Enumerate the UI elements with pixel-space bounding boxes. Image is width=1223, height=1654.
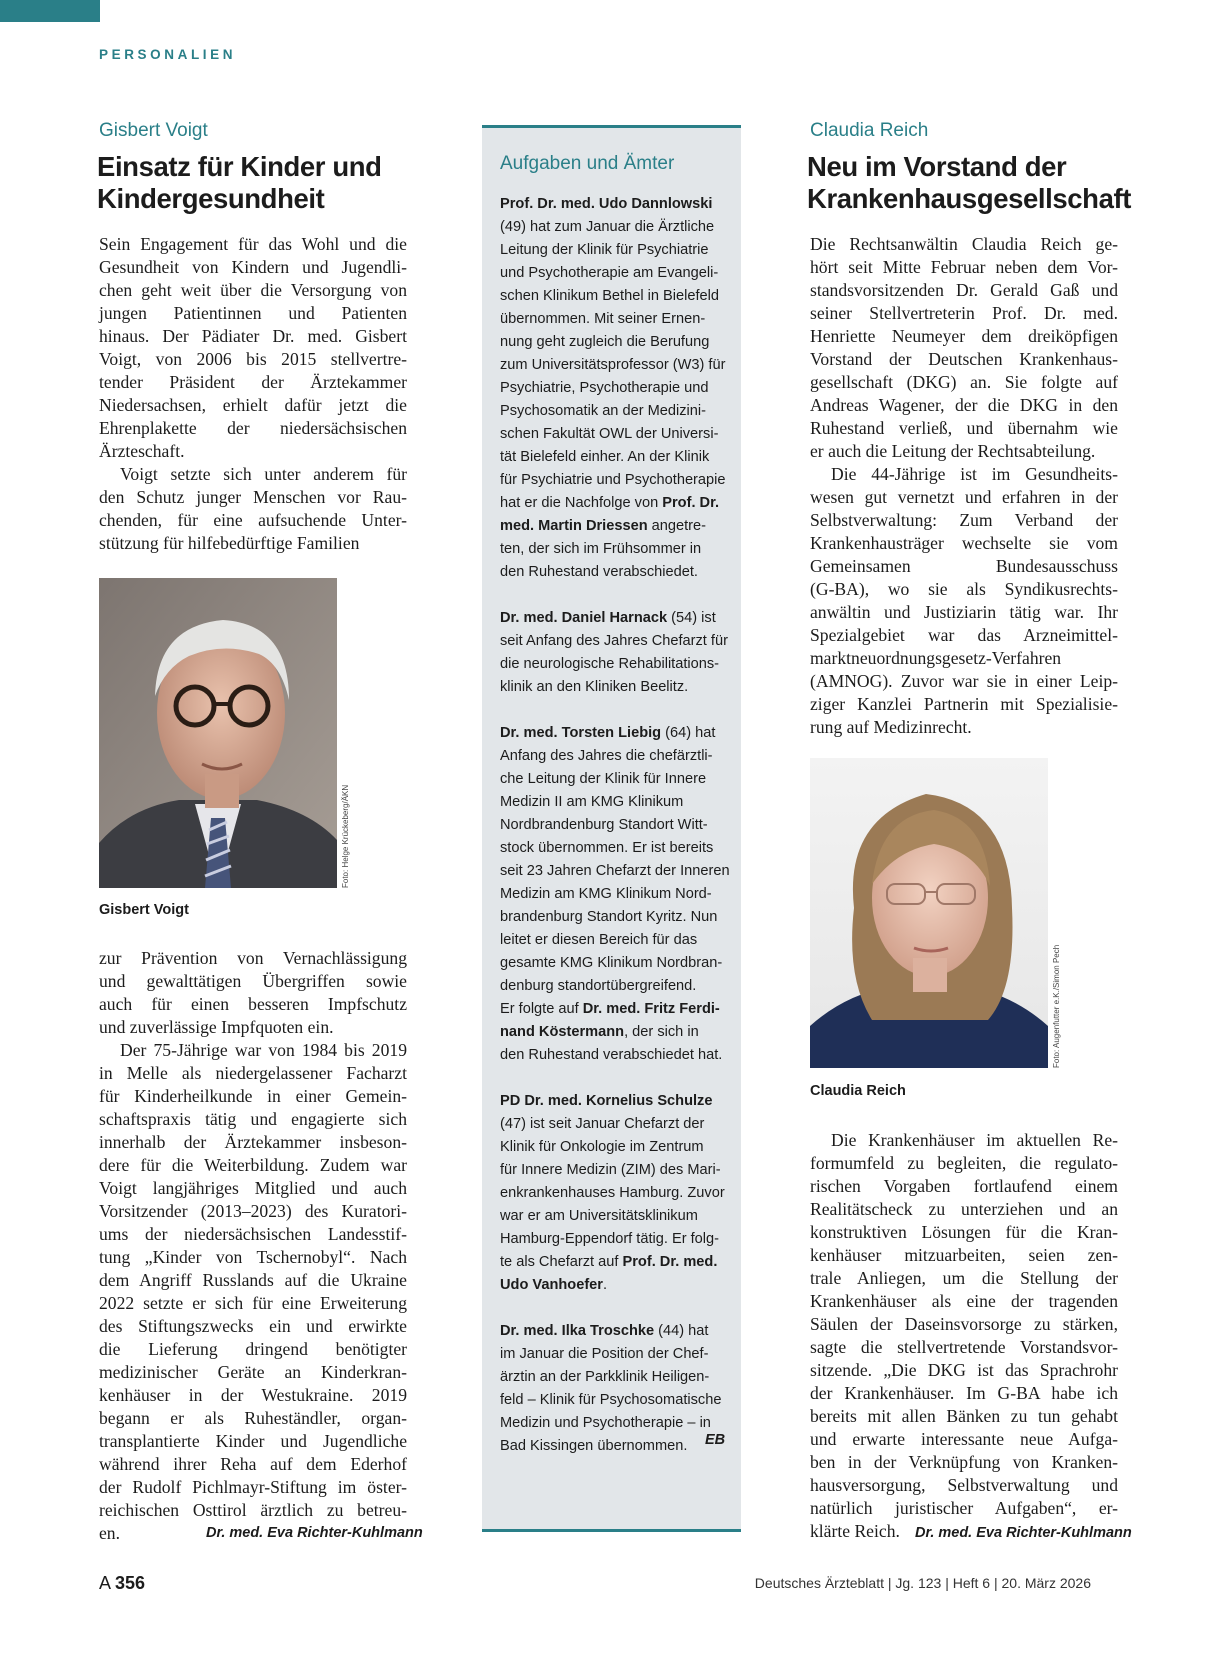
sidebar-text: (54) ist — [667, 610, 716, 626]
body-line: Die 44-Jährige ist im Gesundheits- — [831, 464, 1118, 484]
body-line: chenden, für eine aufsuchende Unter- — [99, 510, 407, 530]
header-accent-bar — [0, 0, 100, 22]
sidebar-line — [500, 469, 730, 492]
gisbert-voigt-photo — [99, 578, 337, 888]
sidebar-text: übernommen. Mit seiner Ernen- — [500, 311, 706, 327]
sidebar-line — [500, 607, 730, 630]
sidebar-name: Prof. Dr. med. Udo Dannlowski — [500, 196, 713, 212]
body-line: während ihrer Reha auf dem Ederhof — [99, 1454, 407, 1474]
sidebar-line — [500, 906, 730, 929]
sidebar-name: Dr. med. Ilka Troschke — [500, 1323, 655, 1339]
sidebar-text: die neurologische Rehabilitations- — [500, 656, 720, 672]
sidebar-text: für Innere Medizin (ZIM) des Mari- — [500, 1162, 721, 1178]
sidebar-text: und Psychotherapie am Evangeli- — [500, 265, 719, 281]
body-line: seiner Stellvertreterin Prof. Dr. med. — [810, 303, 1118, 323]
body-line: den Schutz junger Menschen vor Rau- — [99, 487, 407, 507]
sidebar-line — [500, 1182, 730, 1205]
body-line: Vorsitzender (2013–2023) des Kuratori- — [99, 1201, 407, 1221]
sidebar-text: den Ruhestand verabschiedet hat. — [500, 1047, 723, 1063]
sidebar-line — [500, 1136, 730, 1159]
sidebar-name: Prof. Dr. med. — [622, 1254, 718, 1270]
left-article-body-top — [99, 233, 407, 555]
right-article-body-top — [810, 233, 1118, 739]
sidebar-name: Dr. med. Daniel Harnack — [500, 610, 668, 626]
sidebar-name: Dr. med. Fritz Ferdi- — [582, 1001, 720, 1017]
body-line: Säulen der Daseinsvorsorge zu stärken, — [810, 1314, 1118, 1334]
sidebar-line — [500, 1044, 730, 1067]
sidebar-line — [500, 1343, 730, 1366]
sidebar-line — [500, 952, 730, 975]
body-line: hinaus. Der Pädiater Dr. med. Gisbert — [99, 326, 407, 346]
sidebar-text: stock übernommen. Er ist bereits — [500, 840, 714, 856]
sidebar-name: PD Dr. med. Kornelius Schulze — [500, 1093, 713, 1109]
body-line: tung „Kinder von Tschernobyl“. Nach — [99, 1247, 407, 1267]
body-line: des Stiftungszwecks ein und erwirkte — [99, 1316, 407, 1336]
body-line: auch für einen besseren Impfschutz — [99, 994, 407, 1014]
left-photo-caption: Gisbert Voigt — [99, 902, 189, 918]
body-line: Voigt setzte sich unter anderem für — [120, 464, 407, 484]
sidebar-line — [500, 1113, 730, 1136]
sidebar-text: für Psychiatrie und Psychotherapie — [500, 472, 726, 488]
sidebar-gap — [500, 699, 730, 722]
sidebar-line — [500, 377, 730, 400]
sidebar-text: denburg standortübergreifend. — [500, 978, 697, 994]
sidebar-text: ärztin an der Parkklinik Heiligen- — [500, 1369, 710, 1385]
body-line: sagte die stellvertretende Vorstandsvor- — [810, 1337, 1118, 1357]
body-line: ums der niedersächsischen Landesstif- — [99, 1224, 407, 1244]
sidebar-name: Prof. Dr. — [662, 495, 720, 511]
body-line: Ehrenplakette der niedersächsischen — [99, 418, 407, 438]
sidebar-text: den Ruhestand verabschiedet. — [500, 564, 698, 580]
right-photo-credit: Foto: Augenfutter e.K./Simon Pech — [1052, 944, 1061, 1068]
body-line: rung auf Medizinrecht. — [810, 717, 972, 737]
left-photo-credit: Foto: Helge Krückeberg/ÄKN — [341, 784, 350, 888]
right-article-kicker: Claudia Reich — [810, 120, 929, 141]
body-line: dem Angriff Russlands auf die Ukraine — [99, 1270, 407, 1290]
sidebar-gap — [500, 584, 730, 607]
sidebar-line — [500, 1412, 730, 1435]
sidebar-text: (49) hat zum Januar die Ärztliche — [500, 219, 715, 235]
body-line: für Kinderheilkunde in einer Gemein- — [99, 1086, 407, 1106]
body-line: kenhäuser in der Westukraine. 2019 — [99, 1385, 407, 1405]
sidebar-line — [500, 515, 730, 538]
sidebar-line — [500, 998, 730, 1021]
sidebar-gap — [500, 1297, 730, 1320]
body-line: standsvorsitzenden Dr. Gerald Gaß und — [810, 280, 1118, 300]
sidebar-line — [500, 423, 730, 446]
section-label: PERSONALIEN — [99, 47, 237, 62]
sidebar-line — [500, 768, 730, 791]
body-line: konstruktiven Lösungen für die Kran- — [810, 1222, 1118, 1242]
right-article-headline — [807, 151, 1131, 215]
sidebar-line — [500, 745, 730, 768]
body-line: er auch die Leitung der Rechtsabteilung. — [810, 441, 1096, 461]
left-article-author: Dr. med. Eva Richter-Kuhlmann — [206, 1525, 423, 1541]
body-line: natürlich juristischer Aufgaben“, er- — [810, 1498, 1118, 1518]
sidebar-line — [500, 216, 730, 239]
body-line: wesen gut vernetzt und erfahren in der — [810, 487, 1118, 507]
sidebar-text: gesamte KMG Klinikum Nordbran- — [500, 955, 723, 971]
sidebar-text: (47) ist seit Januar Chefarzt der — [500, 1116, 705, 1132]
sidebar-line — [500, 1021, 730, 1044]
sidebar-line — [500, 1205, 730, 1228]
sidebar-name: Udo Vanhoefer — [500, 1277, 603, 1293]
sidebar-line — [500, 791, 730, 814]
body-line: Der 75-Jährige war von 1984 bis 2019 — [120, 1040, 407, 1060]
body-line: trale Anliegen, um die Stellung der — [810, 1268, 1118, 1288]
body-line: hört seit Mitte Februar neben dem Vor- — [810, 257, 1118, 277]
sidebar-text: Hamburg-Eppendorf tätig. Er folg- — [500, 1231, 720, 1247]
sidebar-text: Er folgte auf — [500, 1001, 583, 1017]
sidebar-text: tät Bielefeld einher. An der Klinik — [500, 449, 710, 465]
body-line: reichischen Osttirol ärztlich zu betreu- — [99, 1500, 407, 1520]
page-prefix: A — [99, 1573, 111, 1593]
sidebar-line — [500, 653, 730, 676]
body-line: zur Prävention von Vernachlässigung — [99, 948, 407, 968]
sidebar-line — [500, 1320, 730, 1343]
body-line: 2022 setzte er sich für eine Erweiterung — [99, 1293, 407, 1313]
body-line: Ruhestand verließ, und übernahm wie — [810, 418, 1118, 438]
sidebar-text: Leitung der Klinik für Psychiatrie — [500, 242, 709, 258]
left-article-headline — [97, 151, 437, 215]
sidebar-line — [500, 860, 730, 883]
body-line: Die Rechtsanwältin Claudia Reich ge- — [810, 234, 1118, 254]
sidebar-signature: EB — [705, 1432, 726, 1448]
sidebar-line — [500, 814, 730, 837]
body-line: dere für die Weiterbildung. Zudem war — [99, 1155, 407, 1175]
sidebar-text: te als Chefarzt auf — [500, 1254, 623, 1270]
page-number-value: 356 — [115, 1573, 146, 1593]
body-line: Voigt, von 2006 bis 2015 stellvertre- — [99, 349, 407, 369]
body-line: (AMNOG). Zuvor war sie in einer Leip- — [810, 671, 1118, 691]
sidebar-line — [500, 538, 730, 561]
body-line: ziger Kanzlei Partnerin mit Spezialisie- — [810, 694, 1118, 714]
body-line: die Lieferung dringend benötigter — [99, 1339, 407, 1359]
body-line: innerhalb der Ärztekammer insbeson- — [99, 1132, 407, 1152]
sidebar-line — [500, 354, 730, 377]
sidebar-text: enkrankenhauses Hamburg. Zuvor — [500, 1185, 725, 1201]
sidebar-name: med. Martin Driessen — [500, 518, 648, 534]
right-article-author: Dr. med. Eva Richter-Kuhlmann — [915, 1525, 1132, 1541]
sidebar-line — [500, 331, 730, 354]
body-line: und gewalttätigen Übergriffen sowie — [99, 971, 407, 991]
sidebar-text: seit 23 Jahren Chefarzt der Inneren — [500, 863, 730, 879]
page-number — [99, 1573, 145, 1594]
sidebar-line — [500, 1228, 730, 1251]
sidebar-text: nung geht zugleich die Berufung — [500, 334, 710, 350]
sidebar-text: Medizin am KMG Klinikum Nord- — [500, 886, 712, 902]
body-line: hausversorgung, Selbstverwaltung und — [810, 1475, 1118, 1495]
sidebar-body — [500, 193, 730, 1458]
body-line: (G-BA), wo sie als Syndikusrechts- — [810, 579, 1118, 599]
body-line: begann er als Ruheständler, organ- — [99, 1408, 407, 1428]
body-line: formumfeld zu begleiten, die regulato- — [810, 1153, 1118, 1173]
body-line: tender Präsident der Ärztekammer — [99, 372, 407, 392]
sidebar-text: (64) hat — [661, 725, 716, 741]
sidebar-line — [500, 262, 730, 285]
body-line: Henriette Neumeyer dem dreiköpfigen — [810, 326, 1118, 346]
sidebar-text: Klinik für Onkologie im Zentrum — [500, 1139, 704, 1155]
journal-citation: Deutsches Ärzteblatt | Jg. 123 | Heft 6 | 20. März 2026 — [754, 1575, 1091, 1591]
body-line: Andreas Wagener, der die DKG in den — [810, 395, 1118, 415]
body-line: in Melle als niedergelassener Facharzt — [99, 1063, 407, 1083]
sidebar-gap — [500, 1067, 730, 1090]
sidebar-line — [500, 722, 730, 745]
sidebar-line — [500, 883, 730, 906]
sidebar-text: im Januar die Position der Chef- — [500, 1346, 709, 1362]
body-line: Krankenhäuser als eine der tragenden — [810, 1291, 1118, 1311]
body-line: bereits mit allen Bänken zu tun gehabt — [810, 1406, 1118, 1426]
body-line: kenhäuser mitzuarbeiten, seien zen- — [810, 1245, 1118, 1265]
body-line: Die Krankenhäuser im aktuellen Re- — [831, 1130, 1118, 1150]
body-line: stützung für hilfebedürftige Familien — [99, 533, 360, 553]
body-line: anwältin und Justiziarin tätig war. Ihr — [810, 602, 1118, 622]
sidebar-line — [500, 929, 730, 952]
sidebar-text: ten, der sich im Frühsommer in — [500, 541, 702, 557]
body-line: Realitätscheck zu unterziehen und an — [810, 1199, 1118, 1219]
body-line: klärte Reich. — [810, 1521, 900, 1541]
sidebar-text: leitet er diesen Bereich für das — [500, 932, 698, 948]
sidebar-text: . — [602, 1277, 608, 1293]
left-headline-line: Kindergesundheit — [97, 183, 325, 214]
sidebar-text: Nordbrandenburg Standort Witt- — [500, 817, 708, 833]
sidebar-line — [500, 1366, 730, 1389]
body-line: Vorstand der Deutschen Krankenhaus- — [810, 349, 1118, 369]
body-line: und erwarte interessante neue Aufga- — [810, 1429, 1118, 1449]
body-line: Spezialgebiet war das Arzneimittel- — [810, 625, 1118, 645]
sidebar-title: Aufgaben und Ämter — [500, 153, 675, 174]
sidebar-line — [500, 1159, 730, 1182]
sidebar-line — [500, 837, 730, 860]
right-article-body-bottom — [810, 1129, 1118, 1543]
body-line: gesellschaft (DKG) an. Sie folgte auf — [810, 372, 1118, 392]
sidebar-text: seit Anfang des Jahres Chefarzt für — [500, 633, 728, 649]
sidebar-line — [500, 1389, 730, 1412]
sidebar-text: hat er die Nachfolge von — [500, 495, 663, 511]
right-headline-line: Krankenhausgesellschaft — [807, 183, 1131, 214]
body-line: ben in der Verknüpfung von Kranken- — [810, 1452, 1118, 1472]
body-line: Selbstverwaltung: Zum Verband der — [810, 510, 1118, 530]
sidebar-text: brandenburg Standort Kyritz. Nun — [500, 909, 718, 925]
sidebar-name: nand Köstermann — [500, 1024, 625, 1040]
sidebar-name: Dr. med. Torsten Liebig — [500, 725, 662, 741]
body-line: Gemeinsamen Bundesausschuss — [810, 556, 1118, 576]
sidebar-text: feld – Klinik für Psychosomatische — [500, 1392, 722, 1408]
sidebar-line — [500, 975, 730, 998]
sidebar-text: , der sich in — [624, 1024, 699, 1040]
sidebar-text: Bad Kissingen übernommen. — [500, 1438, 688, 1454]
sidebar-text: klinik an den Kliniken Beelitz. — [500, 679, 689, 695]
sidebar-line — [500, 630, 730, 653]
body-line: Voigt langjähriges Mitglied und auch — [99, 1178, 407, 1198]
sidebar-line — [500, 446, 730, 469]
body-line: marktneuordnungsgesetz-Verfahren — [810, 648, 1062, 668]
sidebar-text: Psychosomatik an der Medizini- — [500, 403, 707, 419]
sidebar-line — [500, 400, 730, 423]
body-line: Niedersachsen, erhielt dafür jetzt die — [99, 395, 407, 415]
body-line: schaftspraxis tätig und engagierte sich — [99, 1109, 407, 1129]
sidebar-text: che Leitung der Klinik für Innere — [500, 771, 707, 787]
left-article-kicker: Gisbert Voigt — [99, 120, 208, 141]
claudia-reich-photo — [810, 758, 1048, 1068]
sidebar-line — [500, 492, 730, 515]
body-line: en. — [99, 1523, 121, 1543]
sidebar-text: zum Universitätsprofessor (W3) für — [500, 357, 726, 373]
body-line: medizinischer Geräte an Kinderkran- — [99, 1362, 407, 1382]
sidebar-line — [500, 676, 730, 699]
sidebar-text: Anfang des Jahres die chefärztli- — [500, 748, 713, 764]
body-line: transplantierte Kinder und Jugendliche — [99, 1431, 407, 1451]
right-headline-line: Neu im Vorstand der — [807, 151, 1067, 182]
sidebar-line — [500, 308, 730, 331]
body-line: jungen Patientinnen und Patienten — [99, 303, 407, 323]
right-photo-caption: Claudia Reich — [810, 1083, 906, 1099]
sidebar-line — [500, 561, 730, 584]
sidebar-line — [500, 285, 730, 308]
body-line: der Rudolf Pichlmayr-Stiftung im öster- — [99, 1477, 407, 1497]
body-line: Krankenhausträger wechselte sie vom — [810, 533, 1118, 553]
body-line: rischen Vorgaben fortlaufend einem — [810, 1176, 1118, 1196]
sidebar-text: war er am Universitätsklinikum — [500, 1208, 698, 1224]
sidebar-text: schen Klinikum Bethel in Bielefeld — [500, 288, 720, 304]
sidebar-line — [500, 1274, 730, 1297]
sidebar-text: schen Fakultät OWL der Universi- — [500, 426, 719, 442]
sidebar-line — [500, 1435, 730, 1458]
left-article-body-bottom — [99, 947, 407, 1545]
body-line: Ärzteschaft. — [99, 441, 185, 461]
body-line: der Krankenhäuser. Im G-BA habe ich — [810, 1383, 1118, 1403]
body-line: chen geht weit über die Versorgung von — [99, 280, 407, 300]
sidebar-text: Psychiatrie, Psychotherapie und — [500, 380, 709, 396]
sidebar-text: Medizin und Psychotherapie – in — [500, 1415, 711, 1431]
left-headline-line: Einsatz für Kinder und — [97, 151, 382, 182]
sidebar-text: (44) hat — [654, 1323, 709, 1339]
sidebar-text: Medizin II am KMG Klinikum — [500, 794, 684, 810]
sidebar-line — [500, 1251, 730, 1274]
sidebar-line — [500, 239, 730, 262]
sidebar-line — [500, 193, 730, 216]
sidebar-line — [500, 1090, 730, 1113]
sidebar-text: angetre- — [647, 518, 707, 534]
body-line: und zuverlässige Impfquoten ein. — [99, 1017, 334, 1037]
body-line: Gesundheit von Kindern und Jugendli- — [99, 257, 407, 277]
body-line: sitzende. „Die DKG ist das Sprachrohr — [810, 1360, 1118, 1380]
body-line: Sein Engagement für das Wohl und die — [99, 234, 407, 254]
